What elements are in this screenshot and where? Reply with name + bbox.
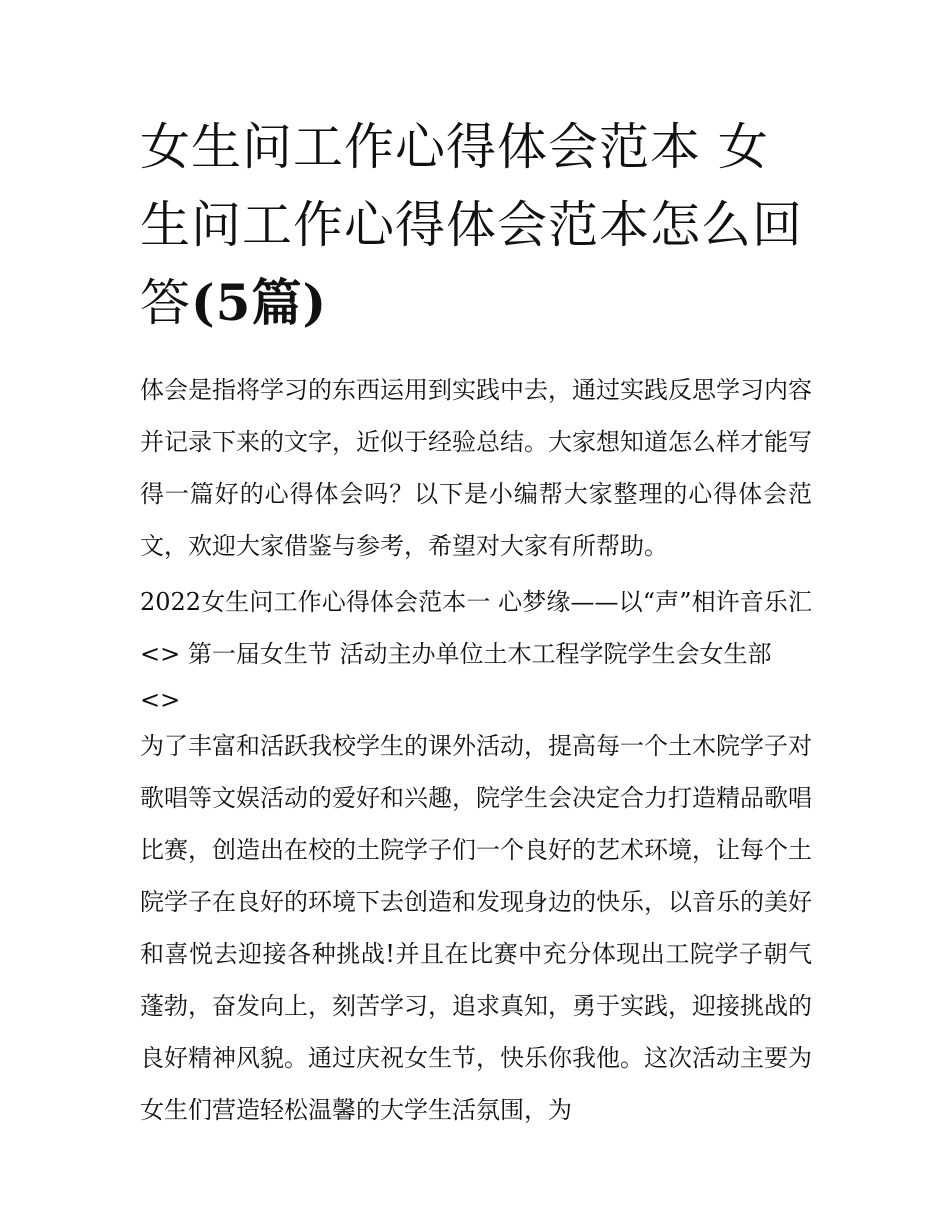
document-title	[140, 108, 812, 342]
title-count-text: (5篇)	[191, 273, 328, 332]
section-heading-tail: <>	[140, 686, 181, 714]
body-paragraph: 为了丰富和活跃我校学生的课外活动，提高每一个土木院学子对歌唱等文娱活动的爱好和兴趣，院学生会决定合力打造精品歌唱比赛，创造出在校的土院学子们一个良好的艺术环境，让每个土院学子在良好的环境下去创造和发现身边的快乐，以音乐的美好和喜悦去迎接各种挑战!并且在比赛中充分体现出工院学子朝气蓬勃，奋发向上，刻苦学习，追求真知，勇于实践，迎接挑战的良好精神风貌。通过庆祝女生节，快乐你我他。这次活动主要为女生们营造轻松温馨的大学生活氛围，为	[140, 732, 812, 1124]
title-main-text: 女生问工作心得体会范本 女生问工作心得体会范本怎么回答	[140, 118, 803, 332]
section-heading-text: 2022女生问工作心得体会范本一 心梦缘——以“声”相许音乐汇 <> 第一届女生节 活动主办单位土木工程学院学生会女生部	[140, 588, 812, 668]
intro-paragraph: 体会是指将学习的东西运用到实践中去，通过实践反思学习内容并记录下来的文字，近似于经验总结。大家想知道怎么样才能写得一篇好的心得体会吗？以下是小编帮大家整理的心得体会范文，欢迎大家借鉴与参考，希望对大家有所帮助。	[140, 376, 812, 560]
section-heading-paragraph	[140, 576, 812, 720]
document-content	[140, 108, 812, 1136]
